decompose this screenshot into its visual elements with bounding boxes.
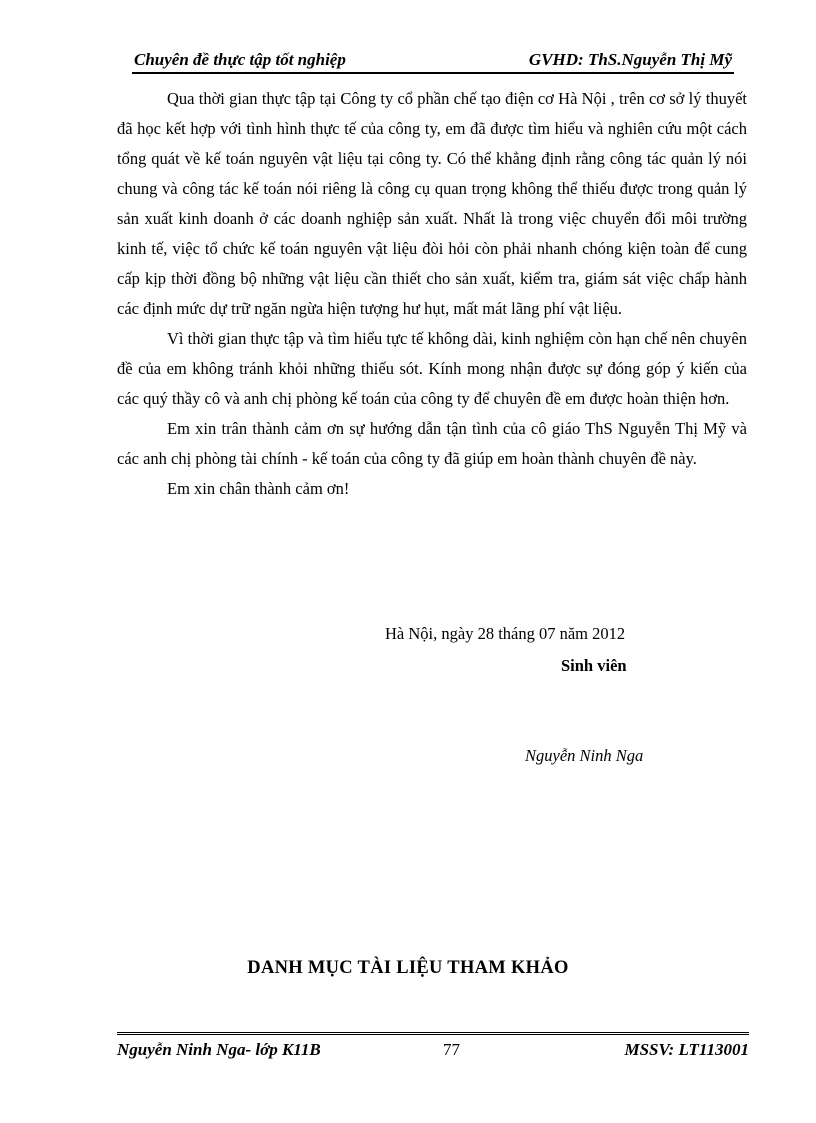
page-header <box>132 48 734 74</box>
header-advisor: GVHD: ThS.Nguyễn Thị Mỹ <box>528 50 732 69</box>
paragraph-intro: Qua thời gian thực tập tại Công ty cổ phần chế tạo điện cơ Hà Nội , trên cơ sở lý thuyết đã học kết hợp với tình hình thực tế của công ty, em đã được tìm hiểu và nghiên cứu một cách tổng quát về kế toán nguyên vật liệu tại công ty. Có thể khẳng định rằng công tác quản lý nói chung và công tác kế toán nói riêng là công cụ quan trọng không thể thiếu được trong quản lý sản xuất kinh doanh ở các doanh nghiệp sản xuất. Nhất là trong việc chuyển đổi môi trường kinh tế, việc tổ chức kế toán nguyên vật liệu đòi hỏi còn phải nhanh chóng kiện toàn để cung cấp kịp thời đồng bộ những vật liệu cần thiết cho sản xuất, kiểm tra, giám sát việc chấp hành các định mức dự trữ ngăn ngừa hiện tượng hư hụt, mất mát lãng phí vật liệu. <box>117 89 747 318</box>
closing-role: Sinh viên <box>561 656 627 675</box>
closing-date: Hà Nội, ngày 28 tháng 07 năm 2012 <box>385 624 626 643</box>
footer-divider <box>117 1032 749 1035</box>
page-footer <box>117 1040 749 1064</box>
footer-student-id: MSSV: LT113001 <box>624 1040 749 1059</box>
page-number: 77 <box>443 1040 460 1059</box>
references-heading: DANH MỤC TÀI LIỆU THAM KHẢO <box>247 958 569 978</box>
body-text <box>117 84 747 504</box>
student-signature: Nguyễn Ninh Nga <box>525 746 644 765</box>
footer-author: Nguyễn Ninh Nga- lớp K11B <box>117 1040 321 1059</box>
header-left-title: Chuyên đề thực tập tốt nghiệp <box>134 50 346 69</box>
paragraph-acknowledgement: Em xin trân thành cảm ơn sự hướng dẫn tận tình của cô giáo ThS Nguyễn Thị Mỹ và các anh chị phòng tài chính - kế toán của công ty đã giúp em hoàn thành chuyên đề này. <box>117 419 747 468</box>
paragraph-thanks: Em xin chân thành cảm ơn! <box>167 479 350 498</box>
paragraph-limitations: Vì thời gian thực tập và tìm hiểu tực tế không dài, kinh nghiệm còn hạn chế nên chuyên đề của em không tránh khỏi những thiếu sót. Kính mong nhận được sự đóng góp ý kiến của các quý thầy cô và anh chị phòng kế toán của công ty để chuyên đề em được hoàn thiện hơn. <box>117 329 747 408</box>
